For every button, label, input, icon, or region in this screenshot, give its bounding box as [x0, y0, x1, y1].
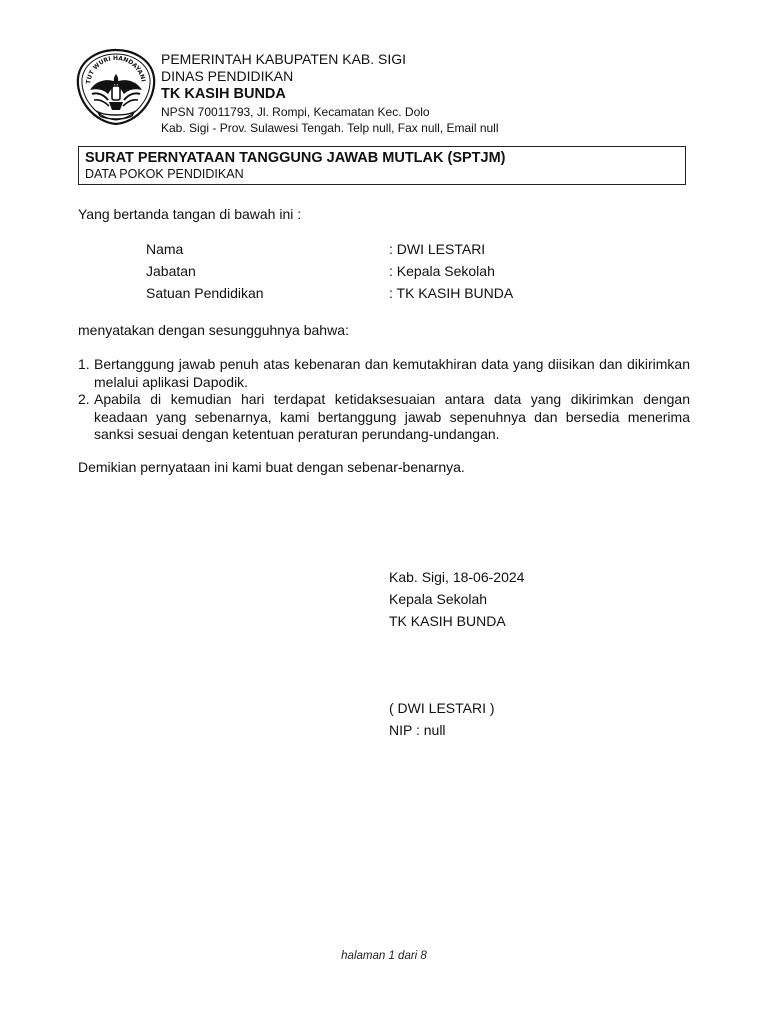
- identity-value: : Kepala Sekolah: [389, 263, 495, 279]
- sign-place-date: Kab. Sigi, 18-06-2024: [389, 569, 525, 585]
- identity-label: Jabatan: [146, 263, 196, 279]
- document-title-box: [78, 146, 686, 185]
- statement-list: [78, 356, 690, 444]
- statement-item: [78, 356, 690, 391]
- signatory-nip: NIP : null: [389, 722, 446, 738]
- school-name: TK KASIH BUNDA: [161, 86, 286, 102]
- identity-value: : DWI LESTARI: [389, 241, 486, 257]
- identity-label: Nama: [146, 241, 184, 257]
- statement-text: Apabila di kemudian hari terdapat ketidaksesuaian antara data yang dikirimkan dengan keadaan yang sebenarnya, kami bertanggung jawab sepenuhnya dan bersedia menerima sanksi sesuai dengan ketentuan peraturan perundang-undangan.: [94, 391, 690, 442]
- page-number: halaman 1 dari 8: [341, 950, 427, 962]
- statement-item: [78, 391, 690, 444]
- school-contact: Kab. Sigi - Prov. Sulawesi Tengah. Telp null, Fax null, Email null: [161, 121, 499, 135]
- identity-value: : TK KASIH BUNDA: [389, 285, 514, 301]
- school-address: NPSN 70011793, Jl. Rompi, Kecamatan Kec. Dolo: [161, 105, 430, 119]
- sign-position: Kepala Sekolah: [389, 591, 488, 607]
- identity-label: Satuan Pendidikan: [146, 285, 264, 301]
- document-title: SURAT PERNYATAAN TANGGUNG JAWAB MUTLAK (SPTJM): [85, 150, 506, 166]
- statement-number: 2.: [78, 391, 90, 407]
- department-name: DINAS PENDIDIKAN: [161, 68, 294, 84]
- intro-text: Yang bertanda tangan di bawah ini :: [78, 206, 302, 222]
- document-subtitle: DATA POKOK PENDIDIKAN: [85, 167, 244, 181]
- logo-motto: TUT WURI HANDAYANI: [85, 54, 147, 85]
- declaration-intro: menyatakan dengan sesungguhnya bahwa:: [78, 322, 349, 338]
- signatory-name: ( DWI LESTARI ): [389, 700, 495, 716]
- sign-school: TK KASIH BUNDA: [389, 613, 506, 629]
- letterhead: [161, 51, 499, 136]
- statement-number: 1.: [78, 356, 90, 372]
- closing-text: Demikian pernyataan ini kami buat dengan sebenar-benarnya.: [78, 459, 465, 475]
- statement-text: Bertanggung jawab penuh atas kebenaran dan kemutakhiran data yang diisikan dan dikirimkan melalui aplikasi Dapodik.: [94, 356, 690, 390]
- tut-wuri-handayani-emblem-icon: [76, 48, 156, 126]
- government-name: PEMERINTAH KABUPATEN KAB. SIGI: [161, 51, 407, 67]
